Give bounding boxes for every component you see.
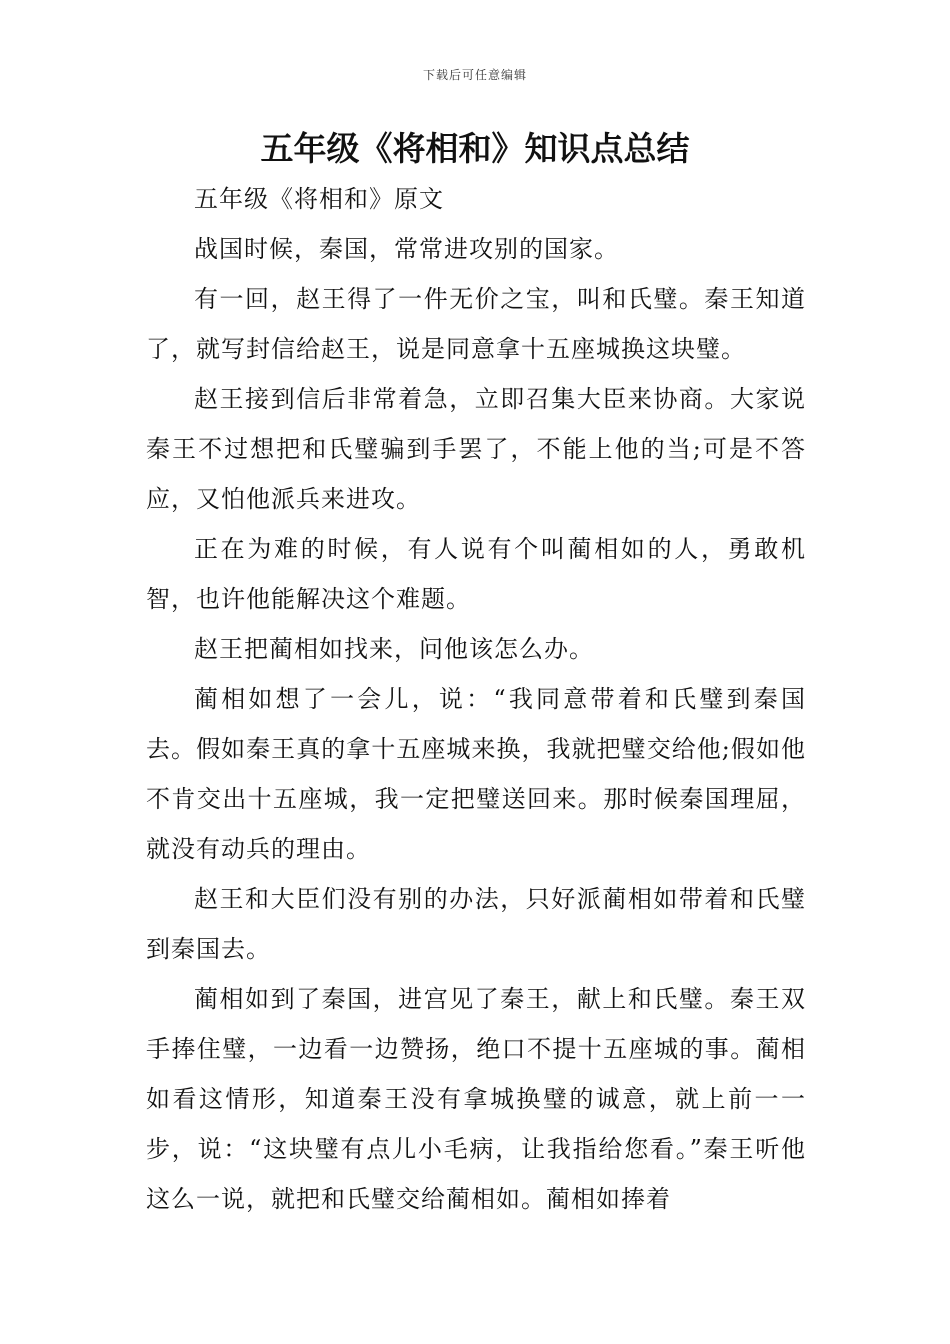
- paragraph: 赵王把蔺相如找来，问他该怎么办。: [194, 635, 594, 663]
- document-body: [146, 174, 806, 1224]
- paragraph: 正在为难的时候，有人说有个叫蔺相如的人，勇敢机智，也许他能解决这个难题。: [146, 535, 806, 613]
- paragraph: 有一回，赵王得了一件无价之宝，叫和氏璧。秦王知道了，就写封信给赵王，说是同意拿十五座城换这块璧。: [146, 285, 806, 363]
- paragraph: 蔺相如想了一会儿，说：“我同意带着和氏璧到秦国去。假如秦王真的拿十五座城来换，我就把璧交给他;假如他不肯交出十五座城，我一定把璧送回来。那时候秦国理屈，就没有动兵的理由。: [146, 685, 806, 863]
- paragraph: 战国时候，秦国，常常进攻别的国家。: [194, 235, 619, 263]
- paragraph: 赵王接到信后非常着急，立即召集大臣来协商。大家说秦王不过想把和氏璧骗到手罢了，不能上他的当;可是不答应，又怕他派兵来进攻。: [146, 385, 806, 513]
- paragraph: 蔺相如到了秦国，进宫见了秦王，献上和氏璧。秦王双手捧住璧，一边看一边赞扬，绝口不提十五座城的事。蔺相如看这情形，知道秦王没有拿城换璧的诚意，就上前一一步，说：“这块璧有点儿小毛病，让我指给您看。”秦王听他这么一说，就把和氏璧交给蔺相如。蔺相如捧着: [146, 985, 806, 1213]
- paragraph: 五年级《将相和》原文: [194, 185, 444, 213]
- paragraph: 赵王和大臣们没有别的办法，只好派蔺相如带着和氏璧到秦国去。: [146, 885, 806, 963]
- document-title: 五年级《将相和》知识点总结: [260, 129, 690, 168]
- header-note: 下载后可任意编辑: [422, 68, 527, 82]
